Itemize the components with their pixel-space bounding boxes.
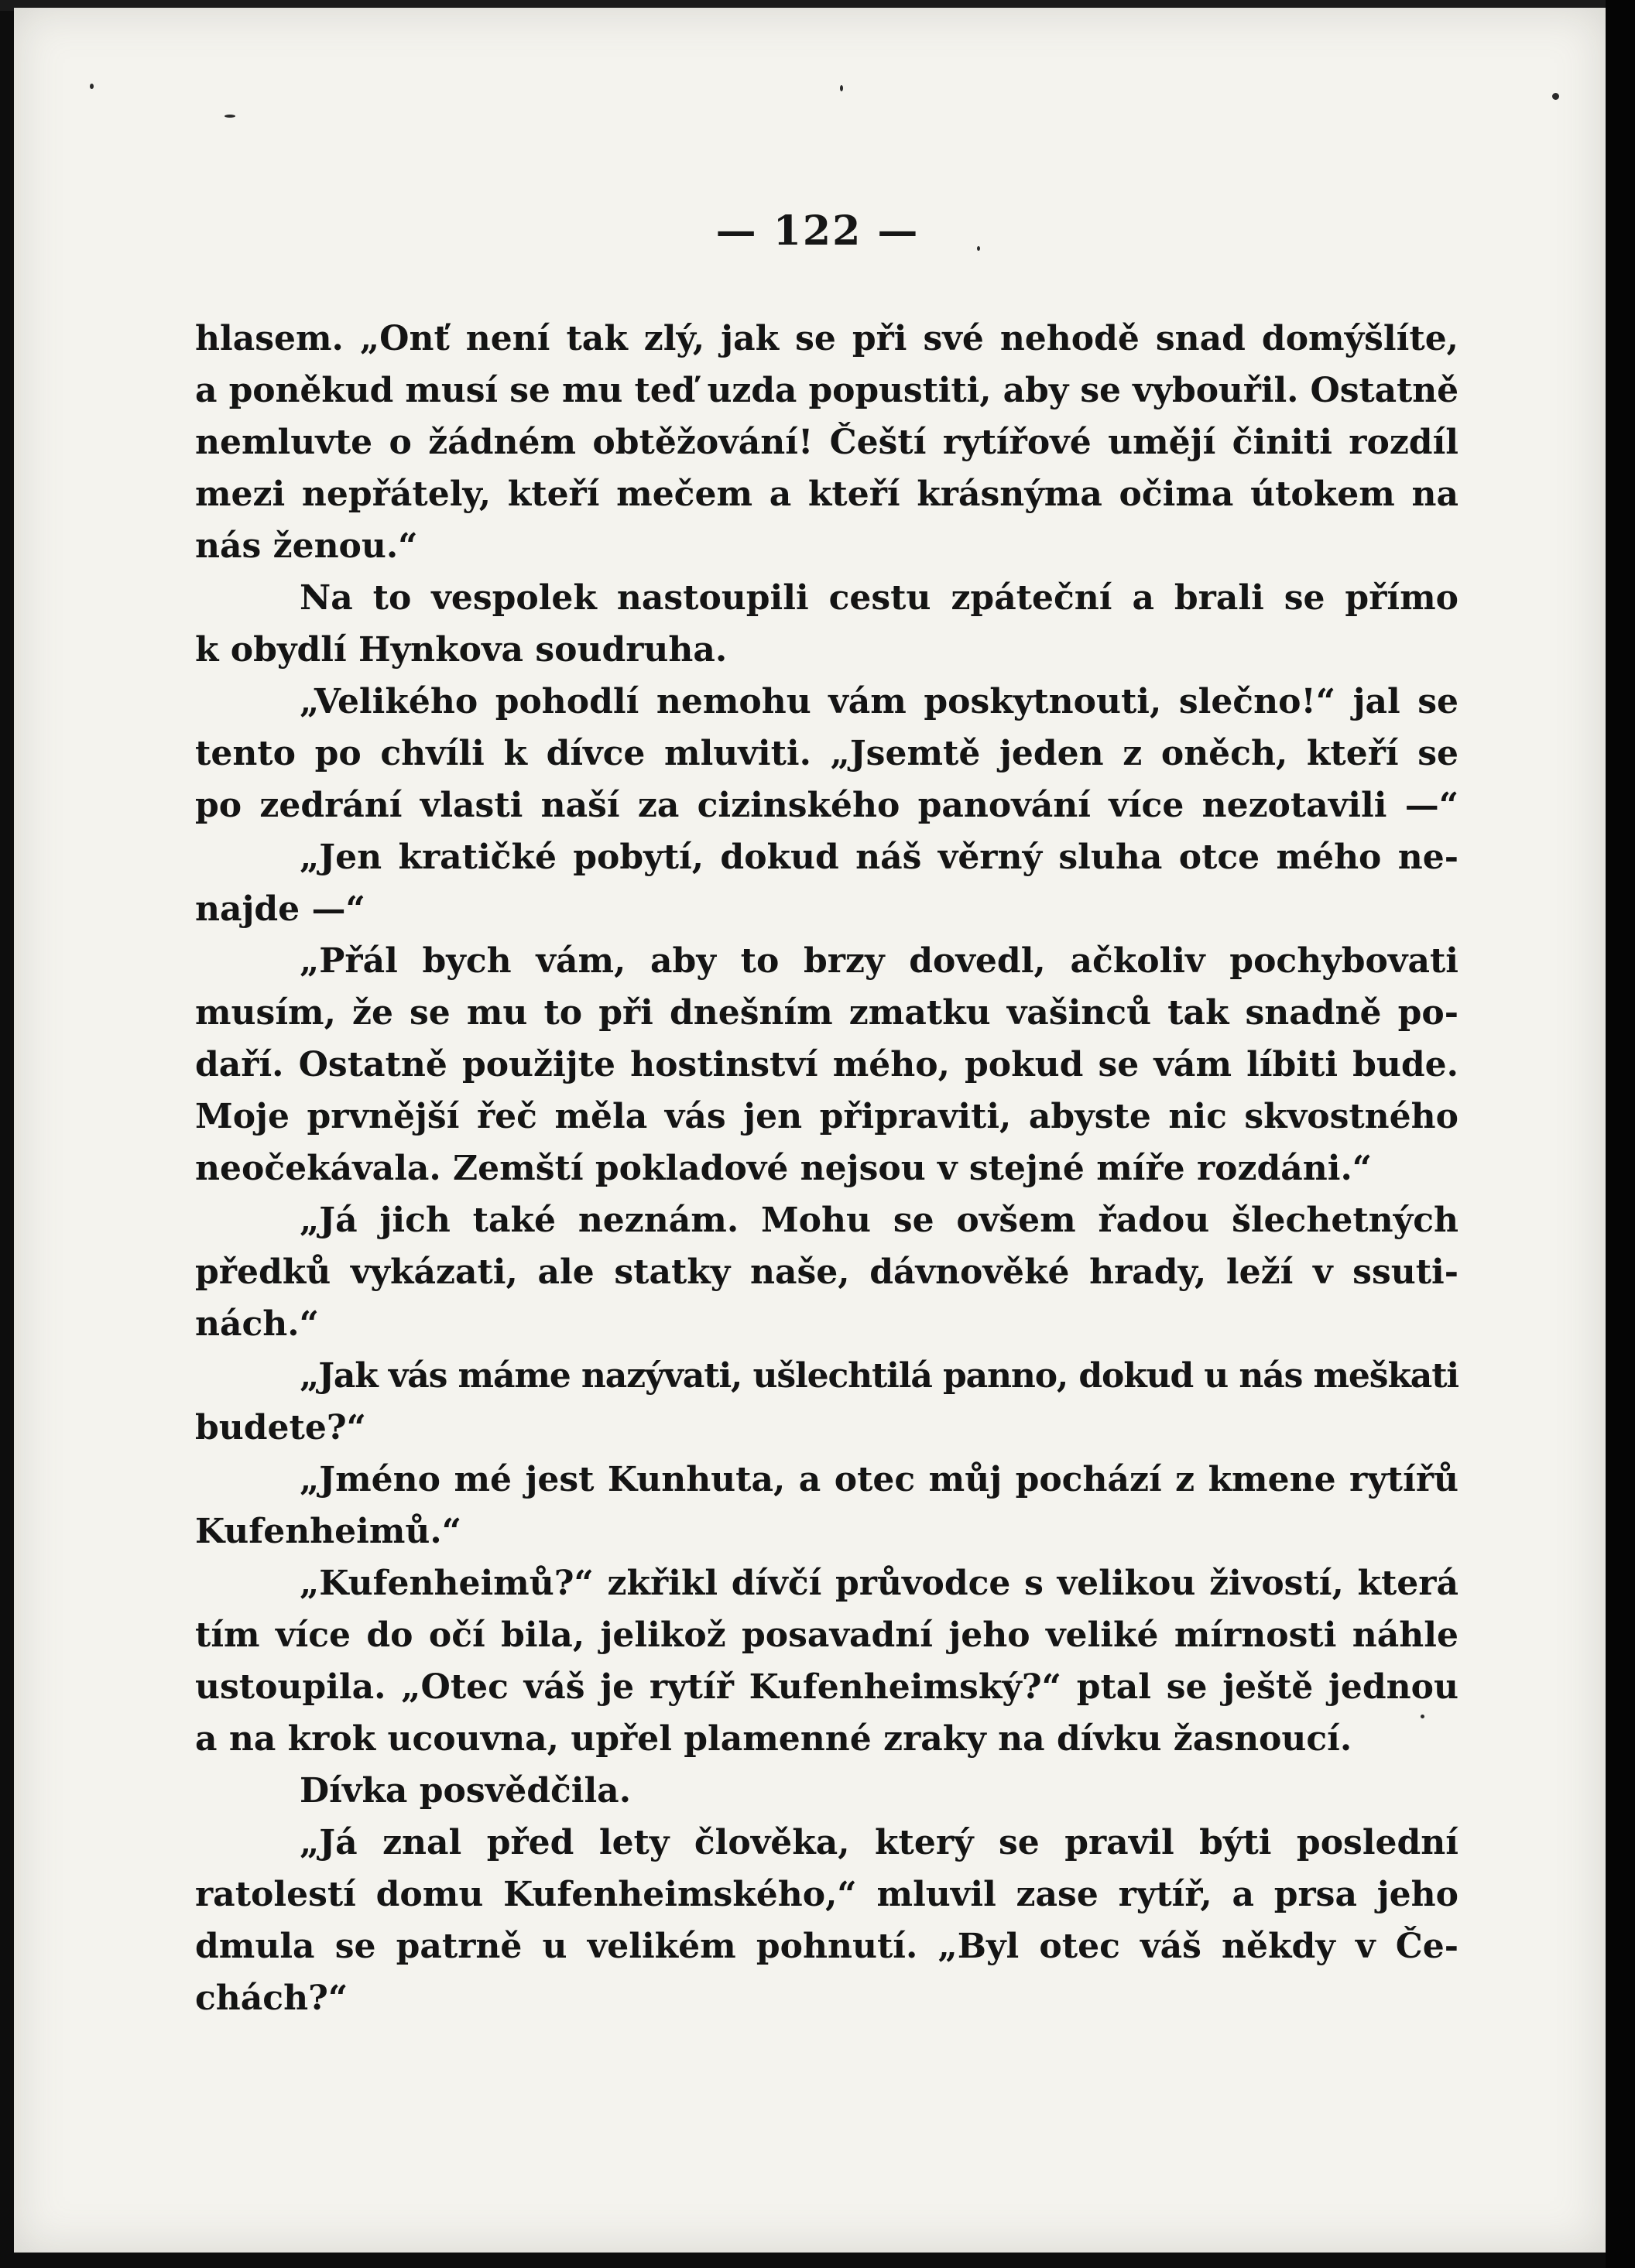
text-line: daří. Ostatně použijte hostinství mého, pokud se vám líbiti bude. <box>195 1045 1458 1084</box>
text-line: najde —“ <box>195 889 365 929</box>
text-line: mezi nepřátely, kteří mečem a kteří krásnýma očima útokem na <box>195 474 1458 514</box>
text-line: tento po chvíli k dívce mluviti. „Jsemtě jeden z oněch, kteří se <box>195 734 1458 773</box>
text-line: „Já znal před lety člověka, který se pravil býti poslední <box>300 1823 1458 1862</box>
text-line: budete?“ <box>195 1408 366 1447</box>
text-line: a poněkud musí se mu teď uzda popustiti, aby se vybouřil. Ostatně <box>195 371 1458 410</box>
page-number: — 122 — <box>715 207 920 255</box>
text-line: tím více do očí bila, jelikož posavadní jeho veliké mírnosti náhle <box>195 1615 1458 1655</box>
text-line: „Jméno mé jest Kunhuta, a otec můj pochází z kmene rytířů <box>300 1460 1458 1499</box>
text-line: Na to vespolek nastoupili cestu zpáteční a brali se přímo <box>300 578 1458 618</box>
text-line: „Kufenheimů?“ zkřikl dívčí průvodce s velikou živostí, která <box>300 1564 1458 1603</box>
text-line: po zedrání vlasti naší za cizinského panování více nezotavili —“ <box>195 786 1458 825</box>
scan-border-right <box>1606 0 1635 2268</box>
text-line: nemluvte o žádném obtěžování! Čeští rytířové umějí činiti rozdíl <box>195 423 1458 462</box>
text-line: chách?“ <box>195 1979 348 2018</box>
text-line: Moje prvnější řeč měla vás jen připraviti, abyste nic skvostného <box>195 1097 1458 1136</box>
text-line: nách.“ <box>195 1304 319 1344</box>
page-body-text <box>195 313 1458 2024</box>
text-line: neočekávala. Zemští pokladové nejsou v stejné míře rozdáni.“ <box>195 1149 1373 1188</box>
text-line: „Přál bych vám, aby to brzy dovedl, ačkoliv pochybovati <box>300 941 1458 981</box>
text-line: nás ženou.“ <box>195 526 418 566</box>
text-line: „Jak vás máme nazývati, ušlechtilá panno, dokud u nás meškati <box>300 1356 1458 1396</box>
text-line: „Jen kratičké pobytí, dokud náš věrný sluha otce mého ne- <box>300 838 1458 877</box>
text-line: dmula se patrně u velikém pohnutí. „Byl otec váš někdy v Če- <box>195 1927 1458 1966</box>
text-line: a na krok ucouvna, upřel plamenné zraky na dívku žasnoucí. <box>195 1719 1352 1759</box>
text-line: musím, že se mu to při dnešním zmatku vašinců tak snadně po- <box>195 993 1458 1033</box>
text-line: „Velikého pohodlí nemohu vám poskytnouti, slečno!“ jal se <box>300 682 1458 721</box>
text-line: k obydlí Hynkova soudruha. <box>195 630 728 670</box>
text-line: Kufenheimů.“ <box>195 1512 462 1551</box>
text-line: „Já jich také neznám. Mohu se ovšem řadou šlechetných <box>300 1201 1458 1240</box>
text-line: předků vykázati, ale statky naše, dávnověké hrady, leží v ssuti- <box>195 1252 1458 1292</box>
text-line: ustoupila. „Otec váš je rytíř Kufenheimský?“ ptal se ještě jednou <box>195 1667 1458 1707</box>
text-line: hlasem. „Onť není tak zlý, jak se při své nehodě snad domýšlíte, <box>195 319 1458 358</box>
text-line: ratolestí domu Kufenheimského,“ mluvil zase rytíř, a prsa jeho <box>195 1875 1458 1914</box>
text-line: Dívka posvědčila. <box>300 1771 632 1811</box>
